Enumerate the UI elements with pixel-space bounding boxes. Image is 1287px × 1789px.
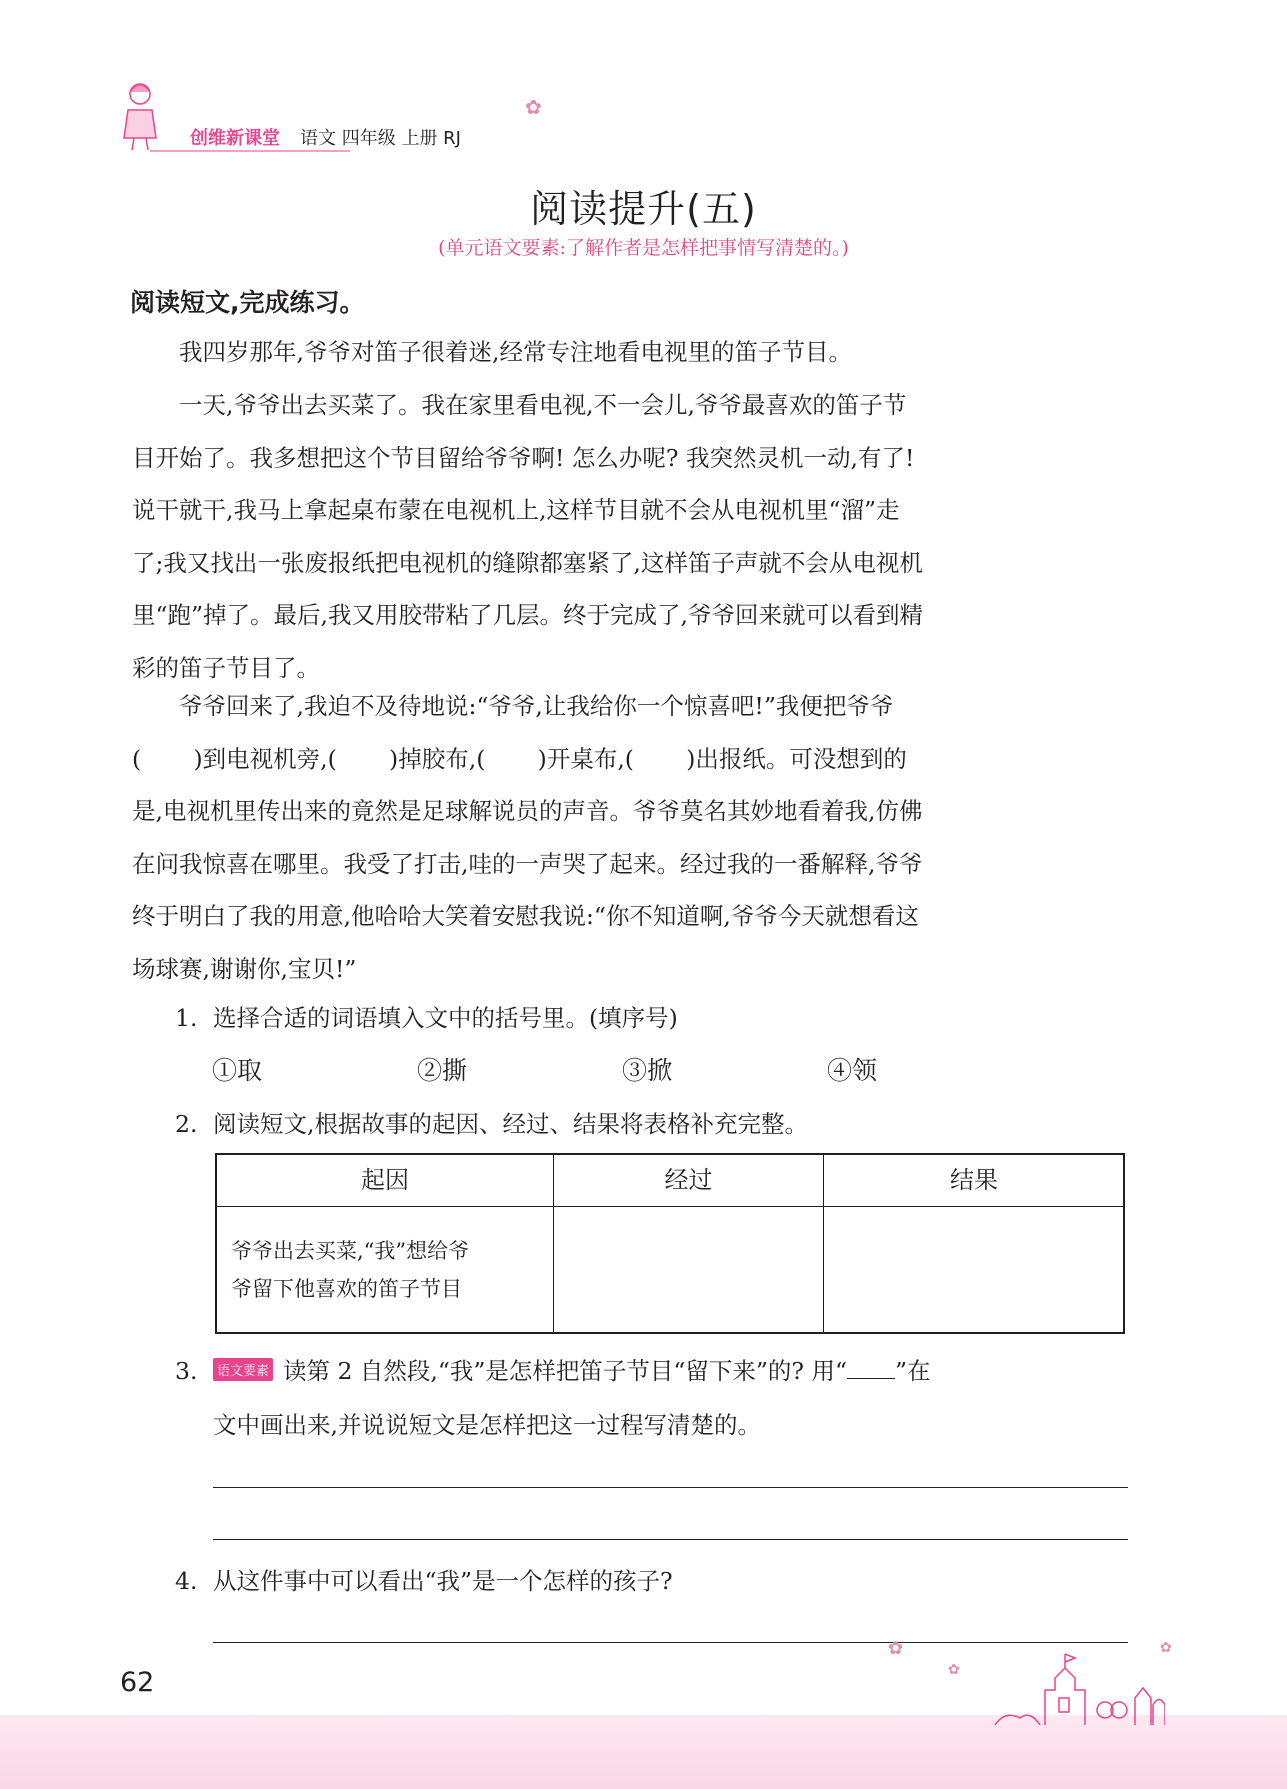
- underline-sample: [847, 1360, 895, 1379]
- passage-line: 终于明白了我的用意,他哈哈大笑着安慰我说:“你不知道啊,爷爷今天就想看这: [132, 902, 919, 930]
- passage-paragraph-3: [132, 680, 1130, 995]
- passage-line: 是,电视机里传出来的竟然是足球解说员的声音。爷爷莫名其妙地看着我,仿佛: [132, 797, 923, 825]
- table-cell-cause: [231, 1232, 469, 1308]
- footer-band: [0, 1715, 1287, 1789]
- passage-line: 目开始了。我多想把这个节目留给爷爷啊! 怎么办呢? 我突然灵机一动,有了!: [132, 443, 915, 472]
- question-text: 从这件事中可以看出“我”是一个怎样的孩子?: [213, 1567, 673, 1595]
- question-text: 阅读短文,根据故事的起因、经过、结果将表格补充完整。: [213, 1110, 808, 1138]
- passage-line: 里“跑”掉了。最后,我又用胶带粘了几层。终于完成了,爷爷回来就可以看到精: [132, 601, 923, 629]
- girls-illustration: [120, 80, 160, 152]
- flower-icon: ✿: [525, 95, 542, 119]
- question-number: 2.: [175, 1110, 198, 1138]
- question-2: [175, 1105, 808, 1139]
- flower-icon: ✿: [888, 1638, 904, 1659]
- cell-line: 爷留下他喜欢的笛子节目: [231, 1277, 462, 1301]
- passage-paragraph-1: [132, 326, 1130, 379]
- option-1: ①取: [212, 1056, 263, 1085]
- option-4: ④领: [827, 1056, 878, 1085]
- page-title: 阅读提升(五): [530, 187, 757, 231]
- question-number: 3.: [175, 1357, 198, 1385]
- passage-line: 了;我又找出一张废报纸把电视机的缝隙都塞紧了,这样笛子声就不会从电视机: [132, 548, 923, 577]
- castle-illustration: [985, 1650, 1165, 1725]
- passage-line: 在问我惊喜在哪里。我受了打击,哇的一声哭了起来。经过我的一番解释,爷爷: [132, 849, 923, 878]
- instruction: 阅读短文,完成练习。: [130, 288, 365, 317]
- option-2: ②撕: [417, 1056, 468, 1085]
- question-text: 读第 2 自然段,“我”是怎样把笛子节目“留下来”的? 用“: [283, 1357, 848, 1385]
- story-table: [215, 1153, 1125, 1334]
- cell-line: 爷爷出去买菜,“我”想给爷: [231, 1239, 470, 1263]
- passage-line: 爷爷回来了,我迫不及待地说:“爷爷,让我给你一个惊喜吧!”我便把爷爷: [179, 692, 894, 720]
- passage-line-with-blanks[interactable]: ( )到电视机旁,( )掉胶布,( )开桌布,( )出报纸。可没想到的: [132, 744, 907, 773]
- flower-icon: ✿: [948, 1662, 960, 1678]
- question-number: 4.: [175, 1567, 198, 1595]
- answer-line[interactable]: [213, 1642, 1128, 1643]
- question-text: 选择合适的词语填入文中的括号里。(填序号): [213, 1004, 678, 1032]
- book-info: 语文 四年级 上册 RJ: [300, 128, 461, 149]
- passage-line: 彩的笛子节目了。: [132, 653, 320, 682]
- language-element-badge: 语文要素: [213, 1358, 273, 1381]
- passage-line: 说干就干,我马上拿起桌布蒙在电视机上,这样节目就不会从电视机里“溜”走: [132, 496, 900, 524]
- question-3: [175, 1352, 931, 1386]
- table-header-cause: 起因: [361, 1166, 409, 1194]
- question-text: ”在: [895, 1357, 931, 1385]
- option-3: ③掀: [622, 1056, 673, 1085]
- question-4: [175, 1562, 673, 1596]
- brand-name: 创维新课堂: [190, 128, 280, 149]
- question-3-line-2: 文中画出来,并说说短文是怎样把这一过程写清楚的。: [213, 1411, 761, 1439]
- question-1: [175, 999, 678, 1033]
- passage-line: 场球赛,谢谢你,宝贝!”: [132, 954, 357, 983]
- passage-line: 我四岁那年,爷爷对笛子很着迷,经常专注地看电视里的笛子节目。: [179, 338, 852, 366]
- table-header-process: 经过: [664, 1166, 713, 1194]
- passage-line: 一天,爷爷出去买菜了。我在家里看电视,不一会儿,爷爷最喜欢的笛子节: [179, 391, 907, 419]
- header-divider: [150, 150, 350, 152]
- flower-icon: ✿: [1160, 1640, 1172, 1656]
- answer-line[interactable]: [213, 1539, 1128, 1540]
- table-cell-result-answer[interactable]: [824, 1207, 1124, 1333]
- table-header-result: 结果: [950, 1166, 998, 1194]
- passage-paragraph-2: [132, 379, 1130, 694]
- table-cell-process-answer[interactable]: [554, 1207, 823, 1333]
- answer-line[interactable]: [213, 1487, 1128, 1488]
- page-number: 62: [120, 1667, 155, 1698]
- question-number: 1.: [175, 1004, 198, 1032]
- unit-element-note: (单元语文要素:了解作者是怎样把事情写清楚的。): [438, 237, 849, 259]
